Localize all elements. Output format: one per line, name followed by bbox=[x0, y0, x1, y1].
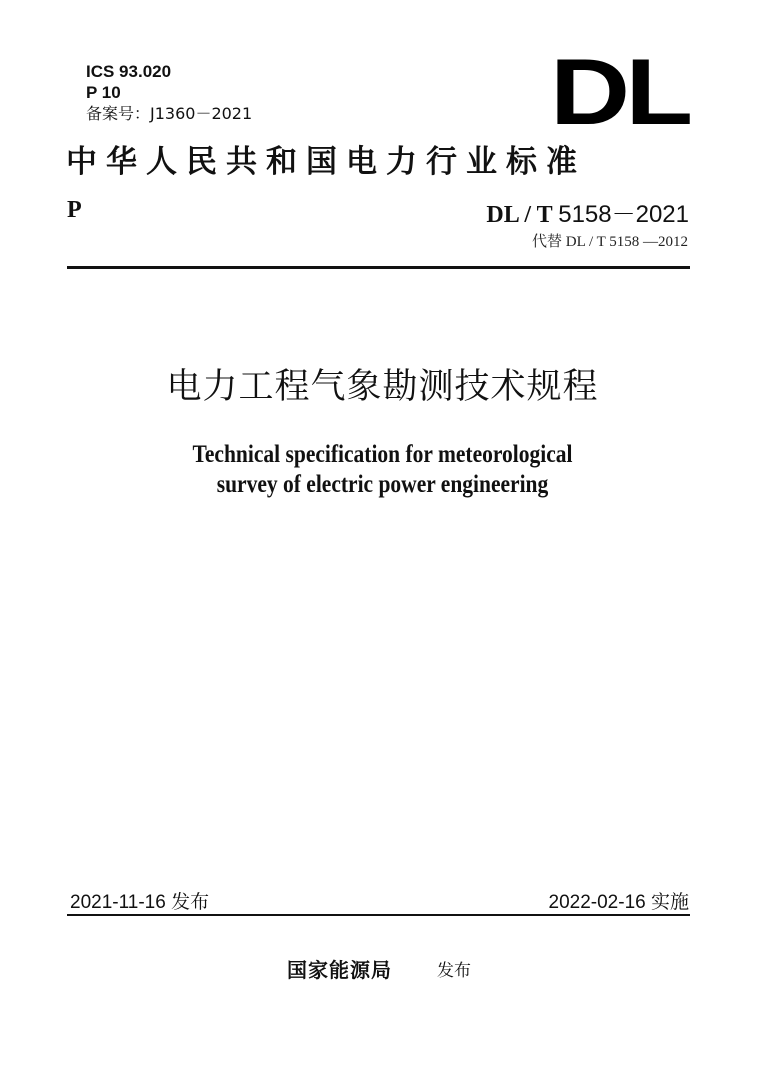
ics-code: ICS 93.020 bbox=[86, 62, 172, 81]
issue-date bbox=[70, 887, 209, 914]
header-divider bbox=[67, 266, 690, 269]
publisher-action: 发布 bbox=[437, 961, 471, 981]
standard-number bbox=[486, 194, 689, 229]
standard-prefix: DL / T bbox=[486, 202, 559, 228]
issue-label: 发布 bbox=[171, 891, 210, 913]
title-english-line-2: survey of electric power engineering bbox=[216, 471, 549, 498]
standard-number-value: 5158－2021 bbox=[558, 201, 689, 228]
effective-date bbox=[549, 887, 689, 914]
classification-code: P bbox=[67, 197, 82, 223]
industry-standard-title: 中华人民共和国电力行业标准 bbox=[66, 144, 586, 180]
dl-logo: DL bbox=[550, 39, 689, 144]
footer-divider bbox=[67, 914, 690, 916]
effective-date-value: 2022-02-16 bbox=[548, 892, 651, 913]
ccs-code: P 10 bbox=[86, 83, 121, 102]
issue-date-value: 2021-11-16 bbox=[70, 892, 172, 913]
publisher-name: 国家能源局 bbox=[287, 958, 392, 982]
title-english-line-1: Technical specification for meteorological bbox=[192, 441, 573, 468]
replaces-standard: 代替 DL / T 5158 —2012 bbox=[532, 234, 688, 250]
effective-label: 实施 bbox=[650, 891, 689, 913]
filing-number: 备案号：J1360－2021 bbox=[86, 104, 253, 123]
title-chinese: 电力工程气象勘测技术规程 bbox=[166, 367, 599, 407]
